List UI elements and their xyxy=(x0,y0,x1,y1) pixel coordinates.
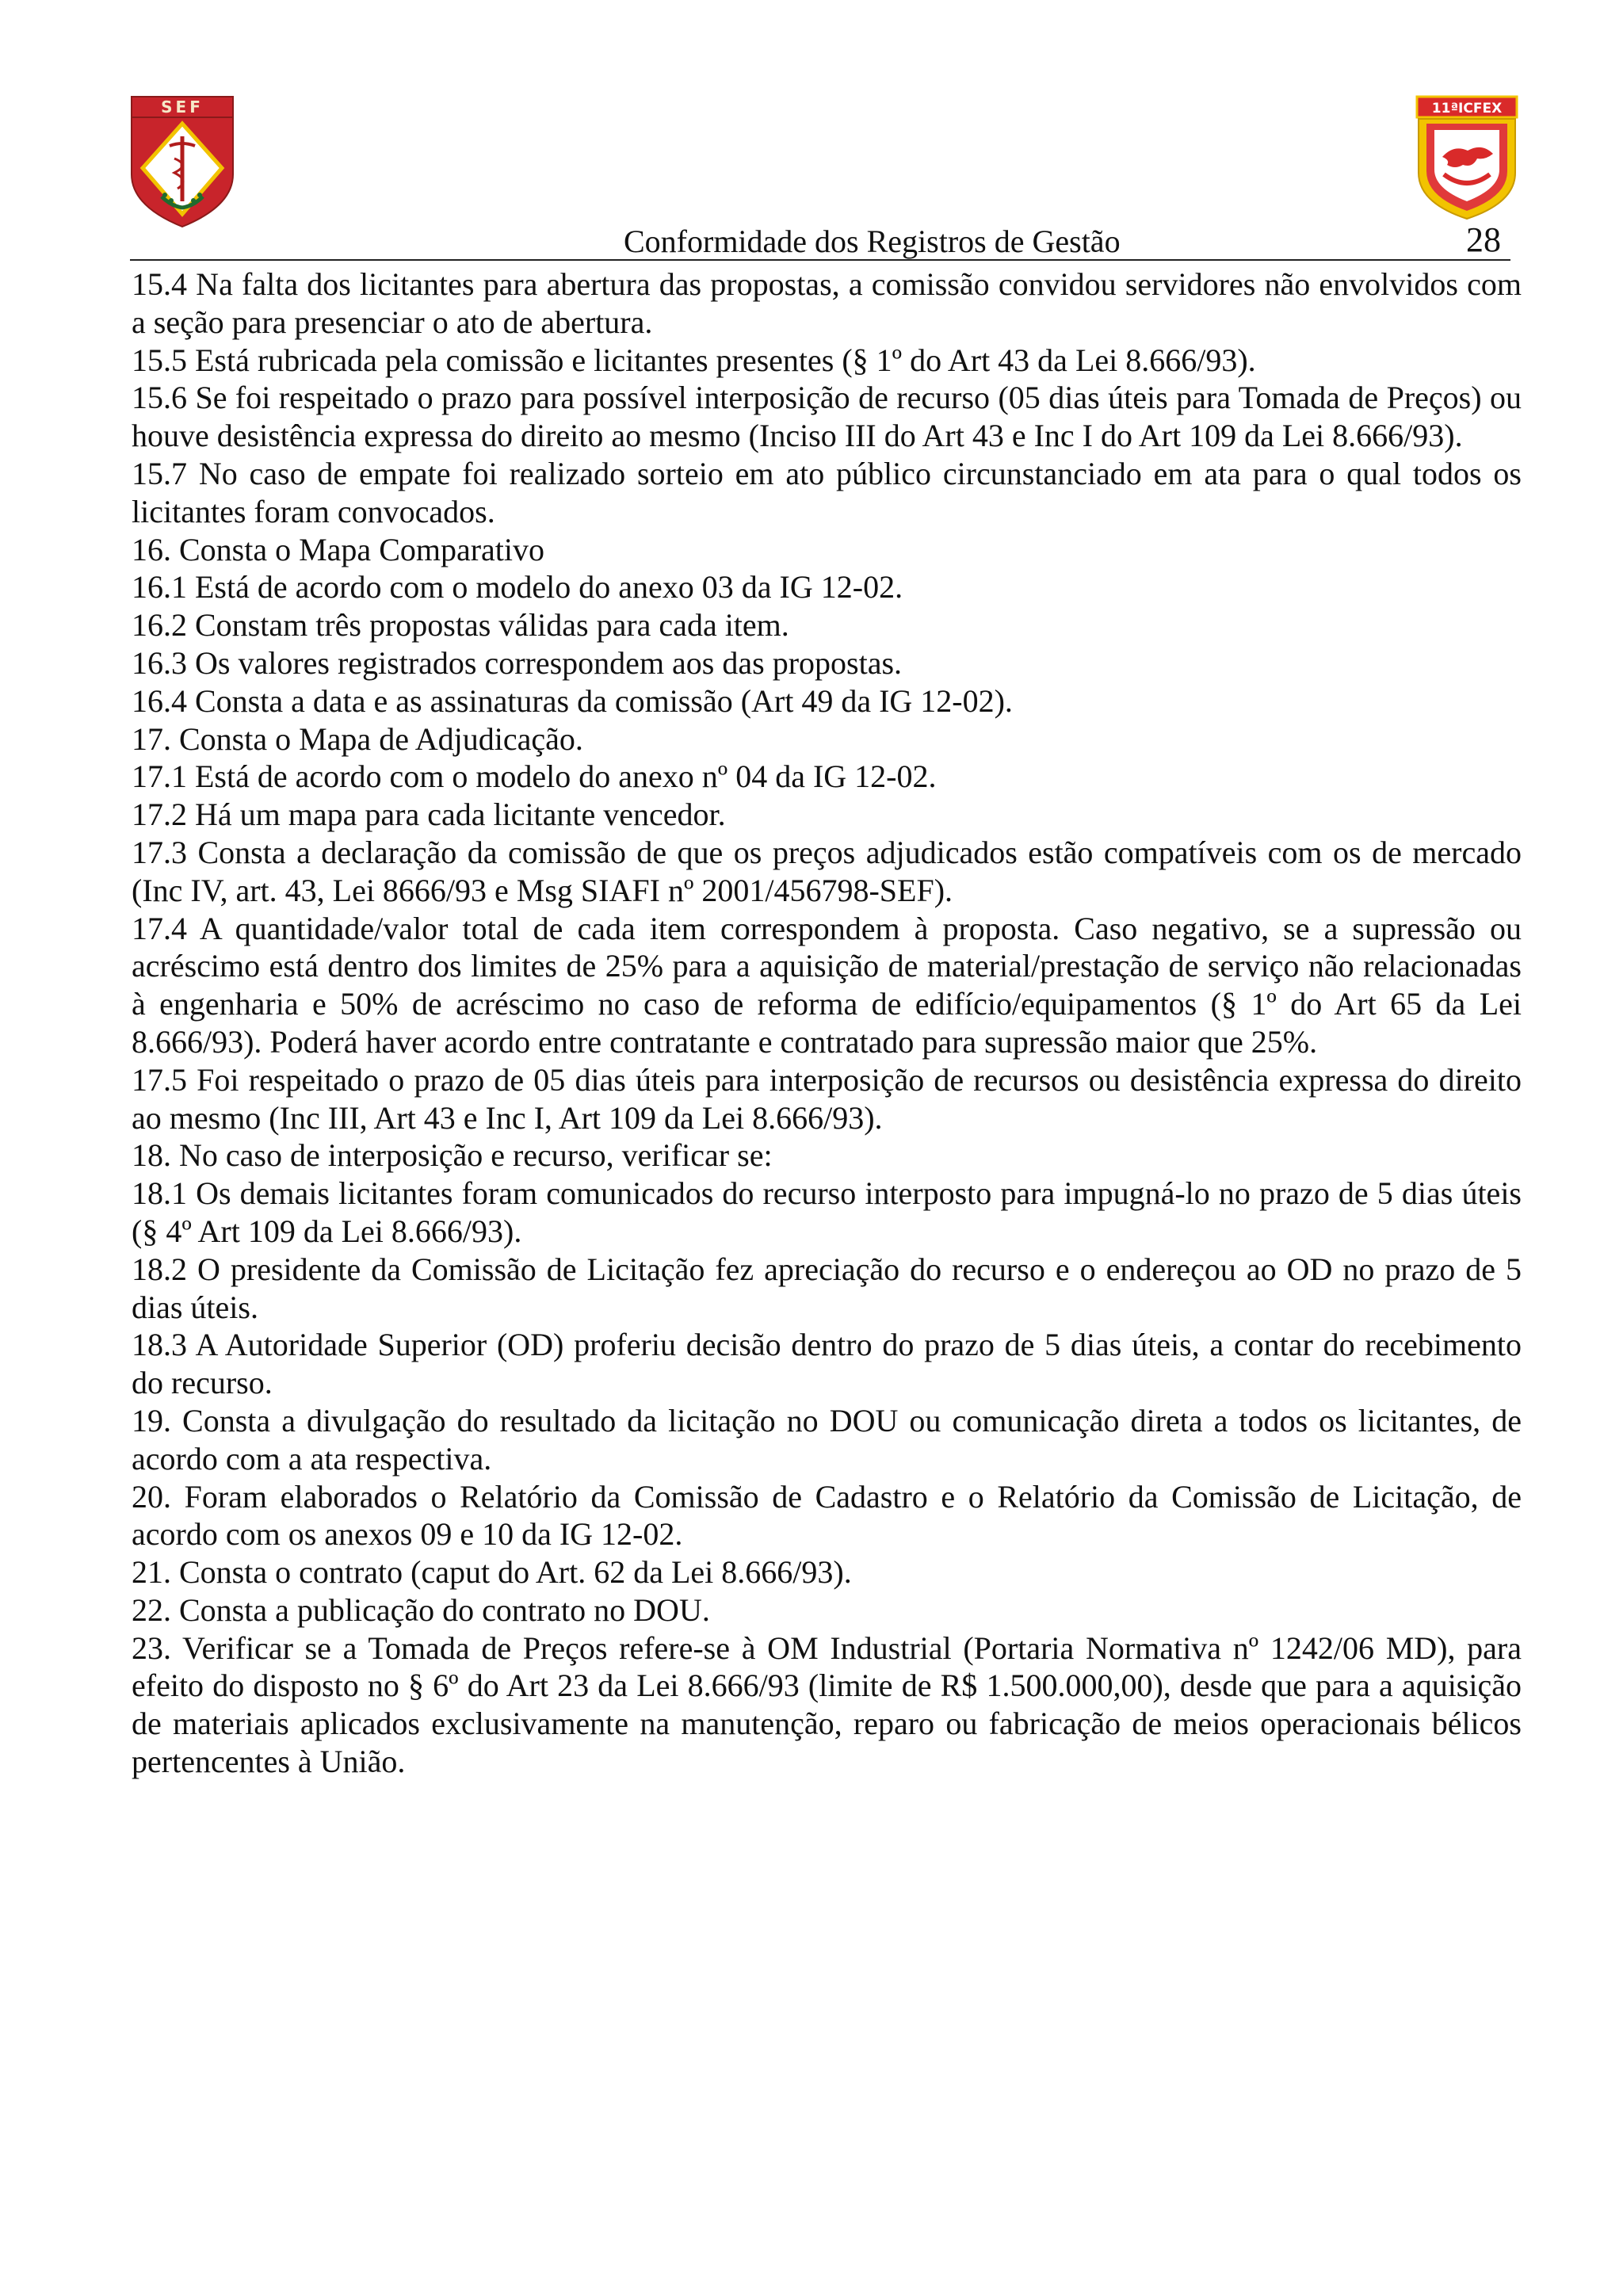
paragraph-17-3: 17.3 Consta a declaração da comissão de que os preços adjudicados estão compatíveis com os de mercado (Inc IV, art. 43, Lei 8666/93 e Msg SIAFI nº 2001/456798-SEF). xyxy=(132,834,1522,908)
svg-text:SEF: SEF xyxy=(161,97,204,117)
paragraph-18-2: 18.2 O presidente da Comissão de Licitação fez apreciação do recurso e o endereçou ao OD no prazo de 5 dias úteis. xyxy=(132,1251,1522,1325)
sef-shield-icon xyxy=(130,95,235,228)
paragraph-17: 17. Consta o Mapa de Adjudicação. xyxy=(132,720,583,757)
paragraph-22: 22. Consta a publicação do contrato no DOU. xyxy=(132,1591,710,1628)
svg-text:11ªICFEX: 11ªICFEX xyxy=(1431,101,1503,117)
paragraph-21: 21. Consta o contrato (caput do Art. 62 da Lei 8.666/93). xyxy=(132,1554,852,1591)
paragraph-17-2: 17.2 Há um mapa para cada licitante vencedor. xyxy=(132,797,726,833)
document-body xyxy=(132,266,1522,1781)
paragraph-18: 18. No caso de interposição e recurso, verificar se: xyxy=(132,1137,773,1174)
paragraph-16-2: 16.2 Constam três propostas válidas para cada item. xyxy=(132,607,789,644)
paragraph-15-4: 15.4 Na falta dos licitantes para abertura das propostas, a comissão convidou servidores não envolvidos com a seção para presenciar o ato de abertura. xyxy=(132,266,1522,340)
paragraph-17-4: 17.4 A quantidade/valor total de cada item correspondem à proposta. Caso negativo, se a supressão ou acréscimo está dentro dos limites de 25% para a aquisição de material/prestação de serviço não relacionadas à engenharia e 50% de acréscimo no caso de reforma de edifício/equipamentos (§ 1º do Art 65 da Lei 8.666/93). Poderá haver acordo entre contratante e contratado para supressão maior que 25%. xyxy=(132,910,1522,1060)
paragraph-16-1: 16.1 Está de acordo com o modelo do anexo 03 da IG 12-02. xyxy=(132,569,903,606)
paragraph-16-4: 16.4 Consta a data e as assinaturas da comissão (Art 49 da IG 12-02). xyxy=(132,682,1013,719)
paragraph-20: 20. Foram elaborados o Relatório da Comissão de Cadastro e o Relatório da Comissão de Licitação, de acordo com os anexos 09 e 10 da IG 12-02. xyxy=(132,1478,1522,1553)
paragraph-15-6: 15.6 Se foi respeitado o prazo para possível interposição de recurso (05 dias úteis para Tomada de Preços) ou houve desistência expressa do direito ao mesmo (Inciso III do Art 43 e Inc I do Art 109 da Lei 8.666/93). xyxy=(132,380,1522,454)
paragraph-16: 16. Consta o Mapa Comparativo xyxy=(132,531,545,567)
paragraph-16-3: 16.3 Os valores registrados correspondem aos das propostas. xyxy=(132,644,903,681)
paragraph-18-3: 18.3 A Autoridade Superior (OD) proferiu decisão dentro do prazo de 5 dias úteis, a contar do recebimento do recurso. xyxy=(132,1327,1522,1401)
icfex-shield-icon xyxy=(1415,95,1518,222)
paragraph-17-5: 17.5 Foi respeitado o prazo de 05 dias úteis para interposição de recursos ou desistência expressa do direito ao mesmo (Inc III, Art 43 e Inc I, Art 109 da Lei 8.666/93). xyxy=(132,1061,1522,1136)
paragraph-15-5: 15.5 Está rubricada pela comissão e licitantes presentes (§ 1º do Art 43 da Lei 8.666/93). xyxy=(132,342,1256,378)
page-title: Conformidade dos Registros de Gestão xyxy=(624,223,1121,259)
paragraph-18-1: 18.1 Os demais licitantes foram comunicados do recurso interposto para impugná-lo no prazo de 5 dias úteis (§ 4º Art 109 da Lei 8.666/93). xyxy=(132,1175,1522,1249)
paragraph-15-7: 15.7 No caso de empate foi realizado sorteio em ato público circunstanciado em ata para o qual todos os licitantes foram convocados. xyxy=(132,455,1522,529)
header-divider xyxy=(130,259,1510,261)
page-number: 28 xyxy=(1466,220,1501,259)
paragraph-23: 23. Verificar se a Tomada de Preços refere-se à OM Industrial (Portaria Normativa nº 1242/06 MD), para efeito do disposto no § 6º do Art 23 da Lei 8.666/93 (limite de R$ 1.500.000,00), desde que para a aquisição de materiais aplicados exclusivamente na manutenção, reparo ou fabricação de meios operacionais bélicos pertencentes à União. xyxy=(132,1629,1522,1780)
paragraph-17-1: 17.1 Está de acordo com o modelo do anexo nº 04 da IG 12-02. xyxy=(132,758,937,795)
paragraph-19: 19. Consta a divulgação do resultado da licitação no DOU ou comunicação direta a todos os licitantes, de acordo com a ata respectiva. xyxy=(132,1402,1522,1477)
